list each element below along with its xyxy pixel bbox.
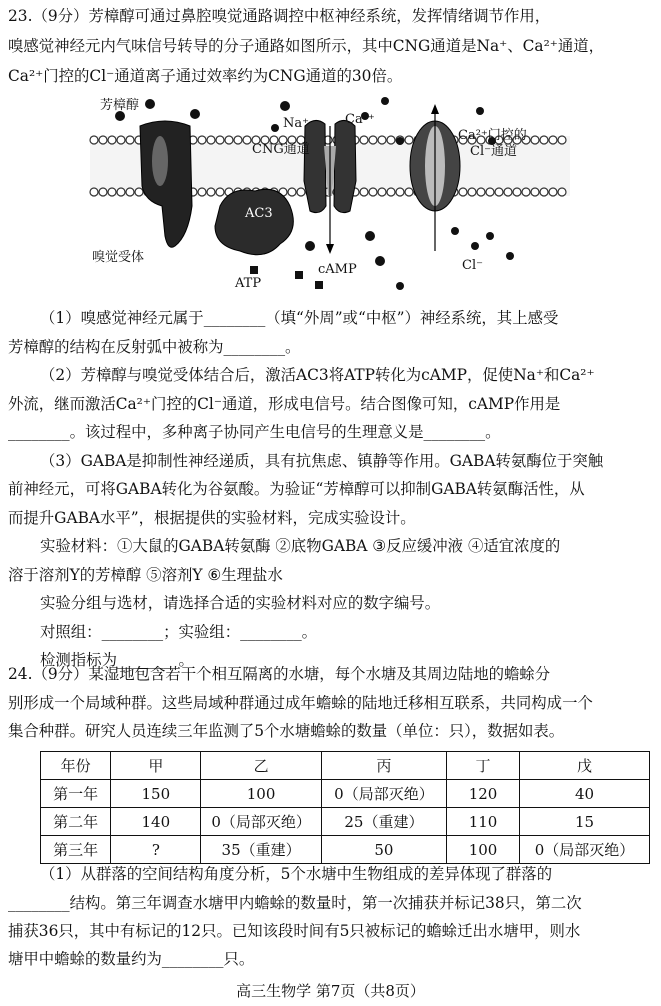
lipid-head	[504, 188, 512, 196]
lipid-head	[378, 136, 386, 144]
q23-part-line: 实验材料：①大鼠的GABA转氨酶 ②底物GABA ③反应缓冲液 ④适宜浓度的	[40, 537, 561, 555]
label-camp: cAMP	[318, 262, 357, 277]
table-cell: 150	[111, 780, 201, 808]
table-header-cell: 丙	[321, 752, 446, 780]
lipid-head	[108, 136, 116, 144]
table-cell: ?	[111, 836, 201, 864]
lipid-head	[378, 188, 386, 196]
lipid-head	[297, 188, 305, 196]
lipid-head	[387, 136, 395, 144]
table-cell: 40	[519, 780, 649, 808]
label-ac3: AC3	[245, 206, 273, 221]
lipid-head	[540, 188, 548, 196]
q23-part-line: 检测指标为________。	[40, 651, 194, 669]
q23-part-line: （2）芳樟醇与嗅觉受体结合后，激活AC3将ATP转化为cAMP，促使Na⁺和Ca²⁺	[40, 366, 595, 384]
lipid-head	[234, 136, 242, 144]
lipid-head	[207, 136, 215, 144]
lipid-head	[288, 188, 296, 196]
q23-part-line: 外流，继而激活Ca²⁺门控的Cl⁻通道，形成电信号。结合图像可知，cAMP作用是	[8, 395, 561, 413]
lipid-head	[477, 188, 485, 196]
q23-part-line: 前神经元，可将GABA转化为谷氨酸。为验证“芳樟醇可以抑制GABA转氨酶活性，从	[8, 480, 585, 498]
label-atp: ATP	[235, 276, 262, 291]
lipid-head	[117, 188, 125, 196]
lipid-head	[99, 188, 107, 196]
lipid-head	[243, 136, 251, 144]
ac3-enzyme	[215, 189, 293, 254]
lipid-head	[549, 188, 557, 196]
lipid-head	[198, 188, 206, 196]
lipid-head	[126, 188, 134, 196]
lipid-head	[387, 188, 395, 196]
lipid-head	[540, 136, 548, 144]
q24-part-line: 塘甲中蟾蜍的数量约为________只。	[8, 950, 255, 968]
lipid-head	[531, 136, 539, 144]
label-cng-channel: CNG通道	[252, 142, 310, 157]
lipid-head	[486, 188, 494, 196]
q23-part-line: 对照组：________；实验组：________。	[40, 623, 318, 641]
table-header-cell: 丁	[447, 752, 520, 780]
q24-part-line: （1）从群落的空间结构角度分析，5个水塘中生物组成的差异体现了群落的	[40, 865, 553, 883]
lipid-head	[90, 136, 98, 144]
q24-stem-line: 别形成一个局域种群。这些局域种群通过成年蟾蜍的陆地迁移相互联系，共同构成一个	[8, 694, 593, 712]
table-cell: 50	[321, 836, 446, 864]
lipid-head	[369, 136, 377, 144]
q23-part-line: ________。该过程中，多种离子协同产生电信号的生理意义是________。	[8, 423, 501, 441]
lipid-head	[135, 188, 143, 196]
lipid-head	[198, 136, 206, 144]
lipid-head	[405, 188, 413, 196]
table-cell: 0（局部灭绝）	[519, 836, 649, 864]
q23-stem-line: Ca²⁺门控的Cl⁻通道离子通过效率约为CNG通道的30倍。	[8, 67, 403, 85]
table-row	[41, 808, 650, 836]
label-linalool: 芳樟醇	[100, 98, 140, 113]
table-cell: 100	[447, 836, 520, 864]
lipid-head	[459, 188, 467, 196]
table-cell: 第一年	[41, 780, 111, 808]
table-cell: 140	[111, 808, 201, 836]
q24-part-line: 捕获36只，其中有标记的12只。已知该段时间有5只被标记的蟾蜍迁出水塘甲，则水	[8, 922, 581, 940]
toad-population-table	[40, 751, 650, 864]
label-na: Na⁺	[283, 116, 309, 131]
lipid-head	[126, 136, 134, 144]
label-cl: Cl⁻	[462, 258, 483, 273]
lipid-head	[495, 188, 503, 196]
lipid-head	[513, 188, 521, 196]
lipid-head	[216, 188, 224, 196]
q24-stem-line: 集合种群。研究人员连续三年监测了5个水塘蟾蜍的数量（单位：只），数据如表。	[8, 722, 565, 740]
table-row	[41, 780, 650, 808]
table-cell: 100	[201, 780, 321, 808]
table-header-cell: 年份	[41, 752, 111, 780]
label-ca-gated-1: Ca²⁺门控的	[458, 128, 527, 143]
q23-part-line: 芳樟醇的结构在反射弧中被称为________。	[8, 338, 301, 356]
table-header-cell: 甲	[111, 752, 201, 780]
table-cell: 120	[447, 780, 520, 808]
lipid-head	[360, 136, 368, 144]
q23-part-line: 溶于溶剂Y的芳樟醇 ⑤溶剂Y ⑥生理盐水	[8, 566, 283, 584]
table-cell: 35（重建）	[201, 836, 321, 864]
lipid-head	[207, 188, 215, 196]
q23-part-line: （1）嗅感觉神经元属于________（填“外周”或“中枢”）神经系统，其上感受	[40, 309, 559, 327]
lipid-head	[225, 136, 233, 144]
table-cell: 110	[447, 808, 520, 836]
lipid-head	[558, 188, 566, 196]
table-header-row	[41, 752, 650, 780]
lipid-head	[90, 188, 98, 196]
lipid-head	[369, 188, 377, 196]
lipid-head	[522, 188, 530, 196]
lipid-head	[396, 188, 404, 196]
lipid-head	[531, 188, 539, 196]
lipid-head	[117, 136, 125, 144]
table-header-cell: 乙	[201, 752, 321, 780]
lipid-head	[405, 136, 413, 144]
q23-part-line: 实验分组与选材，请选择合适的实验材料对应的数字编号。	[40, 594, 441, 612]
table-cell: 0（局部灭绝）	[321, 780, 446, 808]
table-cell: 第二年	[41, 808, 111, 836]
q23-stem-line: 嗅感觉神经元内气味信号转导的分子通路如图所示，其中CNG通道是Na⁺、Ca²⁺通道，	[8, 37, 605, 55]
lipid-head	[108, 188, 116, 196]
lipid-head	[558, 136, 566, 144]
q23-stem-line: 23.（9分）芳樟醇可通过鼻腔嗅觉通路调控中枢神经系统，发挥情绪调节作用，	[8, 7, 551, 25]
lipid-head	[360, 188, 368, 196]
table-cell: 25（重建）	[321, 808, 446, 836]
table-cell: 0（局部灭绝）	[201, 808, 321, 836]
label-ca: Ca²⁺	[345, 112, 375, 127]
page-footer: 高三生物学 第7页（共8页）	[236, 982, 425, 1000]
lipid-head	[99, 136, 107, 144]
q24-part-line: ________结构。第三年调查水塘甲内蟾蜍的数量时，第一次捕获并标记38只，第二次	[8, 894, 582, 912]
lipid-head	[468, 188, 476, 196]
olfactory-pathway-figure	[80, 86, 580, 296]
table-cell: 第三年	[41, 836, 111, 864]
olfactory-receptor	[140, 121, 192, 247]
table-header-cell: 戊	[519, 752, 649, 780]
table-cell: 15	[519, 808, 649, 836]
q23-part-line: 而提升GABA水平”，根据提供的实验材料，完成实验设计。	[8, 509, 416, 527]
q23-part-line: （3）GABA是抑制性神经递质，具有抗焦虑、镇静等作用。GABA转氨酶位于突触	[40, 452, 604, 470]
lipid-head	[549, 136, 557, 144]
lipid-head	[216, 136, 224, 144]
label-ca-gated-2: Cl⁻通道	[470, 144, 517, 159]
q24-stem-line: 24.（9分）某湿地包含若干个相互隔离的水塘，每个水塘及其周边陆地的蟾蜍分	[8, 665, 551, 683]
label-receptor: 嗅觉受体	[92, 250, 145, 265]
